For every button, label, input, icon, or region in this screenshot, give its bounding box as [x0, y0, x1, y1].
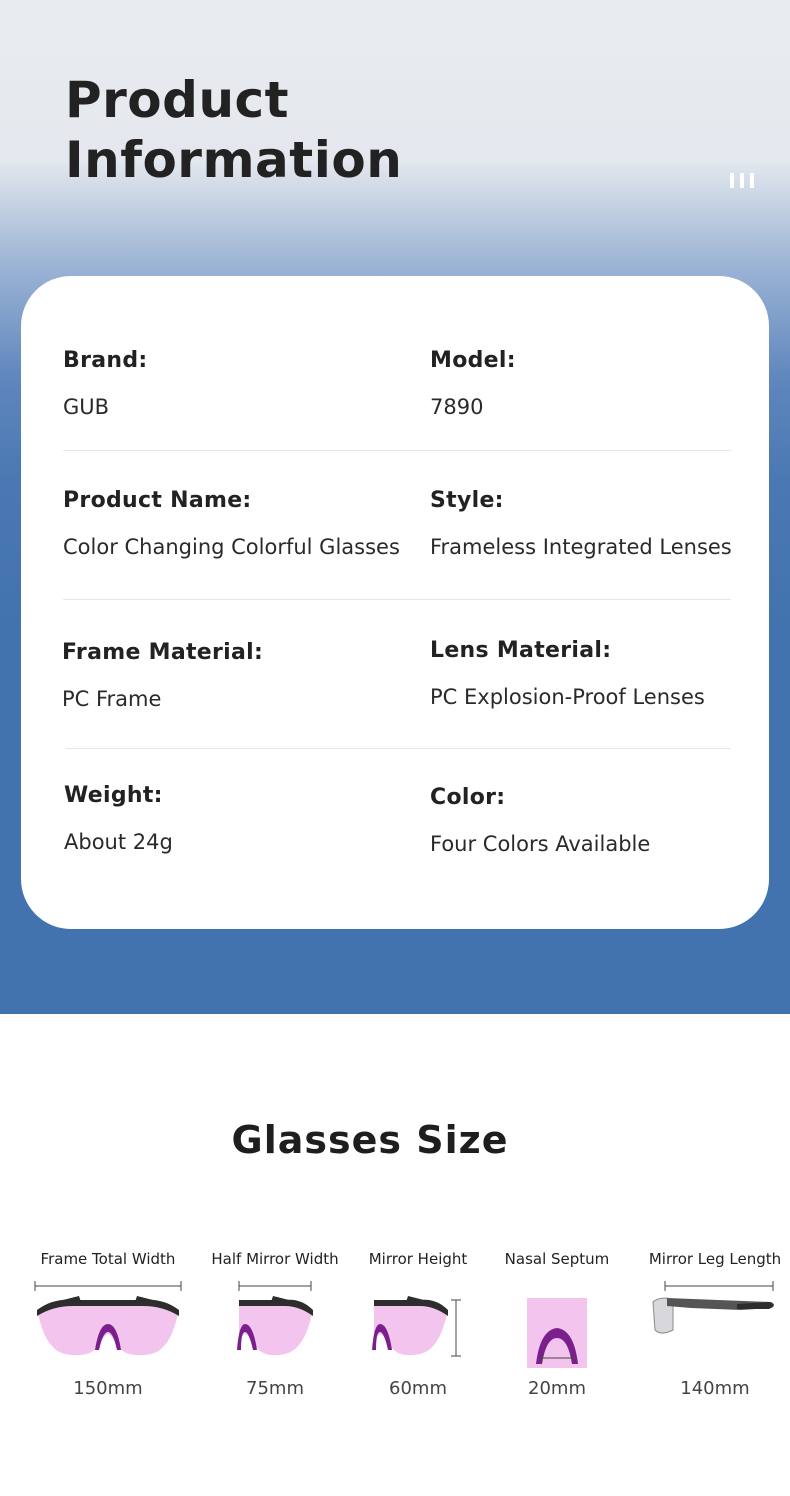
- page-title: [65, 70, 402, 190]
- spec-frame-material: [62, 640, 263, 711]
- glasses-front-height-image: [370, 1278, 466, 1366]
- divider: [63, 450, 731, 451]
- glasses-side-image: [651, 1278, 779, 1366]
- spec-label: Style:: [430, 488, 504, 513]
- size-item-nasal-septum: [498, 1248, 616, 1399]
- glasses-front-full-image: [33, 1278, 183, 1366]
- size-item-mirror-height: [362, 1248, 474, 1399]
- size-value: 75mm: [246, 1378, 304, 1399]
- spec-style: [430, 488, 732, 559]
- spec-label: Lens Material:: [430, 638, 612, 663]
- size-value: 150mm: [73, 1378, 143, 1399]
- title-line-2: Information: [65, 131, 403, 189]
- spec-value: PC Explosion-Proof Lenses: [430, 685, 705, 709]
- spec-value: 7890: [430, 395, 484, 419]
- spec-color: [430, 785, 650, 856]
- size-caption: Mirror Height: [368, 1250, 468, 1268]
- size-value: 60mm: [389, 1378, 447, 1399]
- spec-label: Frame Material:: [62, 640, 264, 665]
- size-caption: Nasal Septum: [504, 1250, 610, 1268]
- spec-value: Four Colors Available: [430, 832, 651, 856]
- size-item-half-mirror-width: [205, 1248, 345, 1399]
- divider: [63, 599, 731, 600]
- size-value: 140mm: [680, 1378, 750, 1399]
- spec-product-name: [63, 488, 400, 559]
- size-caption: Frame Total Width: [40, 1250, 176, 1268]
- spec-value: Color Changing Colorful Glasses: [63, 535, 400, 559]
- glasses-size-title: Glasses Size: [231, 1118, 509, 1162]
- spec-weight: [64, 783, 173, 854]
- size-caption: Half Mirror Width: [211, 1250, 339, 1268]
- spec-label: Product Name:: [63, 488, 252, 513]
- spec-lens-material: [430, 638, 705, 709]
- spec-label: Brand:: [63, 348, 148, 373]
- spec-value: Frameless Integrated Lenses: [430, 535, 732, 559]
- title-line-1: Product: [65, 71, 290, 129]
- size-item-mirror-leg-length: [643, 1248, 787, 1399]
- divider: [66, 748, 731, 749]
- spec-label: Model:: [430, 348, 516, 373]
- spec-model: [430, 348, 516, 419]
- spec-label: Color:: [430, 785, 506, 810]
- decorative-bars-icon: [730, 173, 754, 188]
- spec-brand: [63, 348, 147, 419]
- size-item-frame-total-width: [30, 1248, 186, 1399]
- glasses-nose-bridge-image: [522, 1278, 592, 1366]
- spec-value: PC Frame: [62, 687, 162, 711]
- spec-value: About 24g: [64, 830, 173, 854]
- spec-label: Weight:: [64, 783, 163, 808]
- product-info-card: [21, 276, 769, 929]
- spec-value: GUB: [63, 395, 110, 419]
- size-caption: Mirror Leg Length: [648, 1250, 782, 1268]
- glasses-front-half-image: [235, 1278, 315, 1366]
- size-value: 20mm: [528, 1378, 586, 1399]
